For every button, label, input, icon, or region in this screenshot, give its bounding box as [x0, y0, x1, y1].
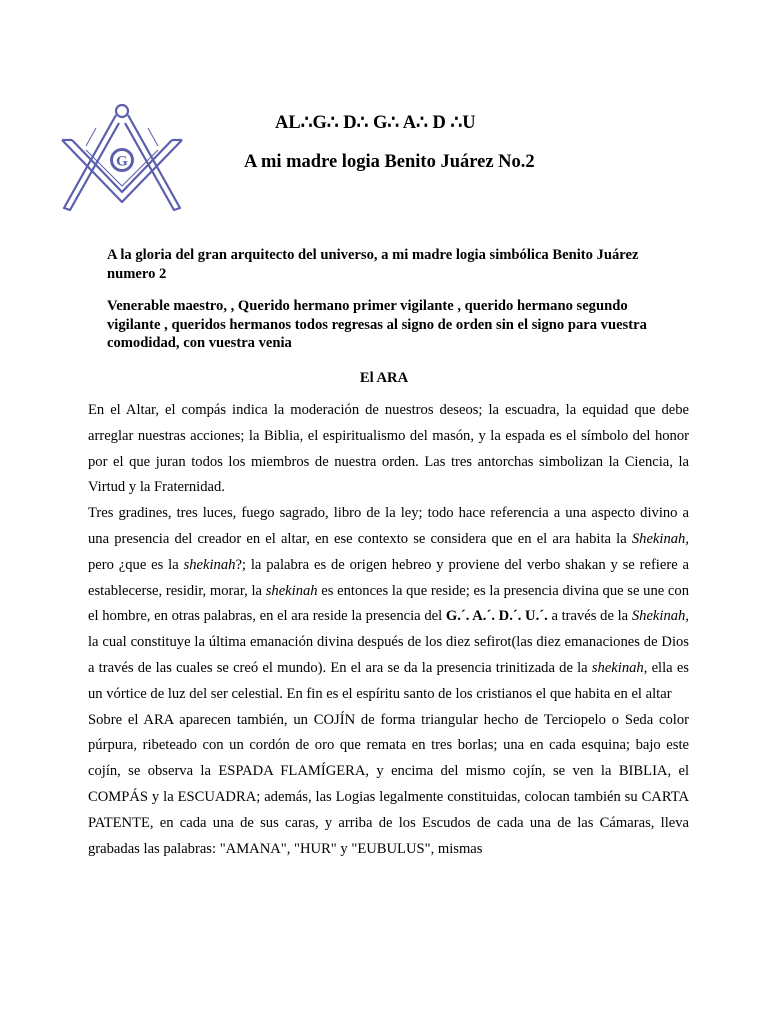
salutation-paragraph: Venerable maestro, , Querido hermano primer vigilante , querido hermano segundo vigilante , queridos hermanos todos regresas al signo de orden sin el signo para vuestra comodidad, con vuestra venia [107, 298, 647, 351]
emblem-letter: G [116, 153, 128, 170]
body-paragraph-2: Tres gradines, tres luces, fuego sagrado, libro de la ley; todo hace referencia a una aspecto divino a una presencia del creador en el altar, en ese contexto se considera que en el ara habita la Shekinah, pero ¿que es la shekinah?; la palabra es de origen hebreo y proviene del verbo shakan y se refiere a establecerse, residir, morar, la shekinah es entonces la que reside; es la presencia divina que se une con el hombre, en otras palabras, en el ara reside la presencia del G.´. A.´. D.´. U.´. a través de la Shekinah, la cual constituye la última emanación divina después de los diez sefirot(las diez emanaciones de Dios a través de las cuales se creó el mundo). En el ara se da la presencia trinitizada de la shekinah, ella es un vórtice de luz del ser celestial. En fin es el espíritu santo de los cristianos el que habita en el altar [88, 505, 689, 702]
body-paragraph-1: En el Altar, el compás indica la moderación de nuestros deseos; la escuadra, la equidad que debe arreglar nuestras acciones; la Biblia, el espiritualismo del masón, y la espada es el símbolo del honor por el que juran todos los miembros de nuestra orden. Las tres antorchas simbolizan la Ciencia, la Virtud y la Fraternidad. [88, 402, 689, 496]
dedication-paragraph: A la gloria del gran arquitecto del universo, a mi madre logia simbólica Benito Juárez numero 2 [107, 247, 639, 282]
title-line-1: AL∴G∴ D∴ G∴ A∴ D ∴U [275, 113, 476, 133]
body-text [88, 398, 689, 862]
title-line-2: A mi madre logia Benito Juárez No.2 [244, 152, 535, 172]
square-and-compasses-icon [56, 98, 188, 220]
section-heading: El ARA [359, 370, 409, 386]
body-paragraph-3: Sobre el ARA aparecen también, un COJÍN de forma triangular hecho de Terciopelo o Seda color púrpura, ribeteado con un cordón de oro que remata en tres borlas; una en cada esquina; bajo este cojín, se observa la ESPADA FLAMÍGERA, y encima del mismo cojín, se ven la BIBLIA, el COMPÁS y la ESCUADRA; además, las Logias legalmente constituidas, colocan también su CARTA PATENTE, en cada una de sus caras, y arriba de los Escudos de cada una de las Cámaras, lleva grabadas las palabras: "AMANA", "HUR" y "EUBULUS", mismas [88, 711, 689, 857]
